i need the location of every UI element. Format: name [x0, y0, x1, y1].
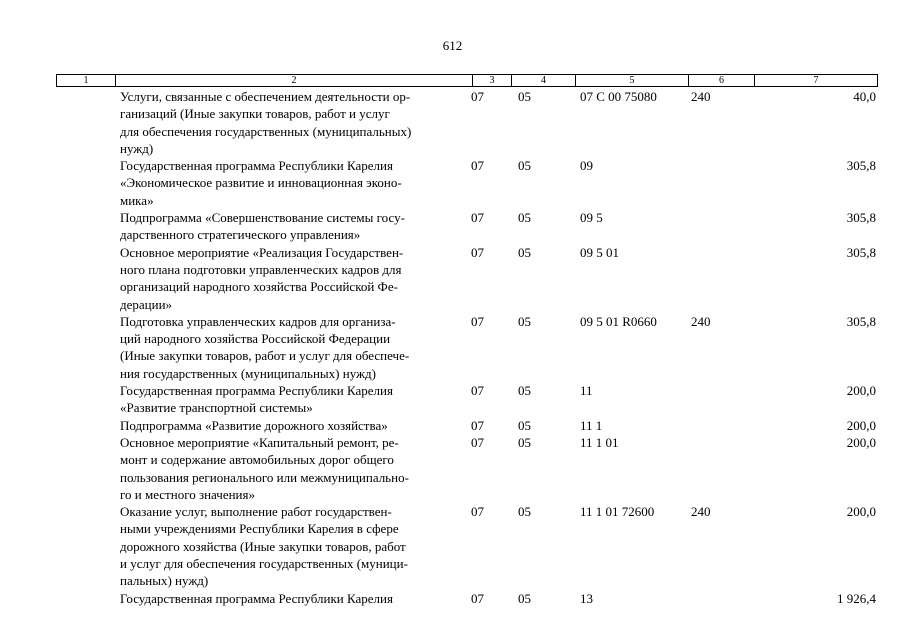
- item-name: Оказание услуг, выполнение работ государствен- ными учреждениями Республики Карелия в сфере дорожного хозяйства (Иные закупки товаров, работ и услуг для обеспечения государственных (муници- пальных) нужд): [120, 504, 408, 589]
- target-article-code: 11 1 01 72600: [580, 504, 655, 520]
- section-code: 07: [471, 313, 484, 329]
- item-name: Услуги, связанные с обеспечением деятельности ор- ганизаций (Иные закупки товаров, работ и услуг для обеспечения государственных (муниципальных) нужд): [120, 89, 412, 156]
- subsection-code: 05: [518, 434, 531, 450]
- subsection-code: 05: [518, 210, 531, 226]
- header-col-5: 5: [576, 75, 689, 86]
- subsection-code: 05: [518, 504, 531, 520]
- amount: 1 926,4: [837, 590, 876, 606]
- target-article-code: 09 5: [580, 210, 603, 226]
- item-name: Основное мероприятие «Реализация Государствен- ного плана подготовки управленческих кадров для организаций народного хозяйства Российской Фе- дерации»: [120, 244, 404, 312]
- table-header-row: [56, 74, 878, 87]
- section-code: 07: [471, 417, 484, 433]
- section-code: 07: [471, 383, 484, 399]
- target-article-code: 09 5 01 R0660: [580, 313, 657, 329]
- table-row: [0, 88, 905, 157]
- table-row: [0, 313, 905, 382]
- item-name: Подпрограмма «Совершенствование системы госу- дарственного стратегического управления»: [120, 210, 405, 243]
- section-code: 07: [471, 89, 484, 104]
- target-article-code: 09 5 01: [580, 244, 619, 260]
- expense-type-code: 240: [691, 504, 711, 520]
- table-row: [0, 209, 905, 244]
- subsection-code: 05: [518, 89, 531, 104]
- budget-table-body: [0, 88, 905, 607]
- header-col-7: 7: [813, 75, 819, 86]
- amount: 305,8: [846, 244, 876, 260]
- amount: 200,0: [846, 434, 876, 450]
- section-code: 07: [471, 590, 484, 606]
- target-article-code: 09: [580, 158, 593, 174]
- item-name: Подпрограмма «Развитие дорожного хозяйства»: [120, 417, 388, 433]
- table-row: [0, 434, 905, 503]
- expense-type-code: 240: [691, 89, 711, 104]
- section-code: 07: [471, 158, 484, 174]
- table-row: [0, 590, 905, 607]
- subsection-code: 05: [518, 313, 531, 329]
- table-row: [0, 503, 905, 589]
- amount: 305,8: [846, 210, 876, 226]
- section-code: 07: [471, 244, 484, 260]
- table-row: [0, 157, 905, 209]
- subsection-code: 05: [518, 417, 531, 433]
- table-row: [0, 244, 905, 313]
- amount: 305,8: [846, 313, 876, 329]
- target-article-code: 13: [580, 590, 593, 606]
- amount: 200,0: [846, 383, 876, 399]
- subsection-code: 05: [518, 383, 531, 399]
- amount: 200,0: [846, 504, 876, 520]
- target-article-code: 11: [580, 383, 593, 399]
- target-article-code: 07 С 00 75080: [580, 89, 657, 104]
- item-name: Государственная программа Республики Карелия «Развитие транспортной системы»: [120, 383, 393, 416]
- subsection-code: 05: [518, 590, 531, 606]
- target-article-code: 11 1 01: [580, 434, 619, 450]
- section-code: 07: [471, 504, 484, 520]
- header-col-4: 4: [512, 75, 576, 86]
- target-article-code: 11 1: [580, 417, 603, 433]
- amount: 200,0: [846, 417, 876, 433]
- table-row: [0, 417, 905, 434]
- header-col-3: 3: [473, 75, 512, 86]
- amount: 40,0: [853, 89, 876, 104]
- subsection-code: 05: [518, 244, 531, 260]
- section-code: 07: [471, 210, 484, 226]
- header-col-2: 2: [116, 75, 473, 86]
- header-col-1: 1: [57, 75, 116, 86]
- page-number: 612: [442, 38, 463, 53]
- section-code: 07: [471, 434, 484, 450]
- subsection-code: 05: [518, 158, 531, 174]
- item-name: Основное мероприятие «Капитальный ремонт, ре- монт и содержание автомобильных дорог общего пользования регионального или межмуниципально- го и местного значения»: [120, 434, 409, 502]
- item-name: Государственная программа Республики Карелия: [120, 590, 393, 606]
- amount: 305,8: [846, 158, 876, 174]
- table-row: [0, 382, 905, 417]
- expense-type-code: 240: [691, 313, 711, 329]
- item-name: Подготовка управленческих кадров для организа- ций народного хозяйства Российской Федерации (Иные закупки товаров, работ и услуг для обеспече- ния государственных (муниципальных) нужд): [120, 313, 410, 381]
- header-col-6: 6: [689, 75, 755, 86]
- item-name: Государственная программа Республики Карелия «Экономическое развитие и инновационная эконо- мика»: [120, 158, 402, 208]
